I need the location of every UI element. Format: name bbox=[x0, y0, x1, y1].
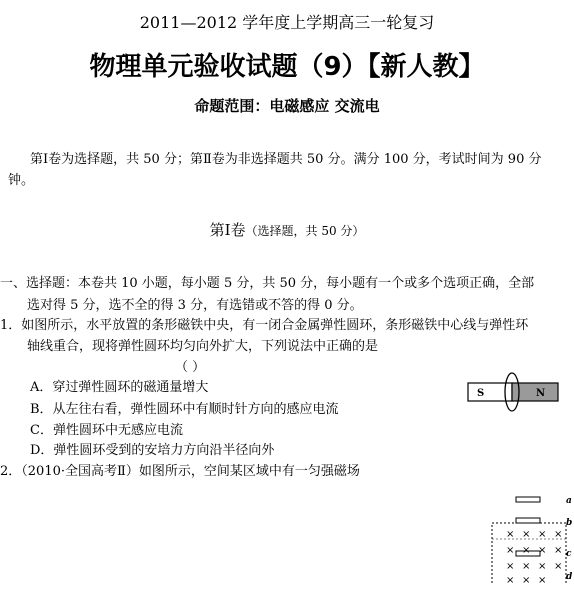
field-cross: × bbox=[538, 545, 547, 556]
part-label: 第Ⅰ卷 bbox=[209, 221, 246, 239]
part-note: （选择题，共 50 分） bbox=[245, 224, 365, 238]
question-1-line-1: 1．如图所示，水平放置的条形磁铁中央，有一闭合金属弹性圆环，条形磁铁中心线与弹性环 bbox=[0, 318, 529, 333]
magnetic-field-diagram bbox=[488, 493, 574, 589]
label-b: b bbox=[566, 518, 573, 528]
intro-line-2: 钟。 bbox=[8, 173, 35, 188]
field-cross: × bbox=[506, 529, 515, 540]
intro-line-1: 第Ⅰ卷为选择题，共 50 分；第Ⅱ卷为非选择题共 50 分。满分 100 分，考试时间为 90 分 bbox=[30, 152, 542, 167]
field-cross: × bbox=[506, 545, 515, 556]
magnet-s-pole: S bbox=[477, 388, 485, 399]
exam-series-title: 2011—2012 学年度上学期高三一轮复习 bbox=[139, 13, 435, 32]
magnet-n-pole: N bbox=[536, 388, 546, 399]
option-c: C．弹性圆环中无感应电流 bbox=[30, 423, 183, 438]
field-cross: × bbox=[522, 545, 531, 556]
field-cross: × bbox=[522, 561, 531, 572]
part-heading bbox=[0, 219, 574, 240]
question-1-line-2: 轴线重合，现将弹性圆环均匀向外扩大，下列说法中正确的是 bbox=[27, 339, 379, 354]
field-cross: × bbox=[506, 561, 515, 572]
section-instructions-2: 选对得 5 分，选不全的得 3 分，有选错或不答的得 0 分。 bbox=[27, 298, 363, 313]
label-a: a bbox=[566, 496, 572, 506]
magnet-ring-diagram bbox=[466, 371, 562, 419]
label-c: c bbox=[566, 549, 572, 559]
option-d: D．弹性圆环受到的安培力方向沿半径向外 bbox=[30, 443, 275, 458]
field-cross: × bbox=[522, 529, 531, 540]
exam-scope: 命题范围：电磁感应 交流电 bbox=[194, 97, 380, 115]
option-b: B．从左往右看，弹性圆环中有顺时针方向的感应电流 bbox=[30, 402, 339, 417]
section-instructions-1: 一、选择题：本卷共 10 小题，每小题 5 分，共 50 分，每小题有一个或多个选项正确，全部 bbox=[0, 276, 535, 291]
field-cross: × bbox=[522, 575, 531, 585]
field-cross: × bbox=[554, 529, 563, 540]
field-cross: × bbox=[538, 561, 547, 572]
field-cross: × bbox=[538, 575, 547, 585]
exam-title: 物理单元验收试题（9）【新人教】 bbox=[89, 52, 485, 82]
field-cross: × bbox=[506, 575, 515, 585]
field-cross: × bbox=[538, 529, 547, 540]
field-cross: × bbox=[554, 561, 563, 572]
label-d: d bbox=[566, 572, 573, 582]
answer-paren: （ ） bbox=[175, 360, 206, 375]
option-a: A．穿过弹性圆环的磁通量增大 bbox=[30, 380, 209, 395]
field-cross: × bbox=[554, 545, 563, 556]
question-2-line-1: 2．（2010·全国高考Ⅱ）如图所示，空间某区域中有一匀强磁场 bbox=[0, 464, 360, 479]
